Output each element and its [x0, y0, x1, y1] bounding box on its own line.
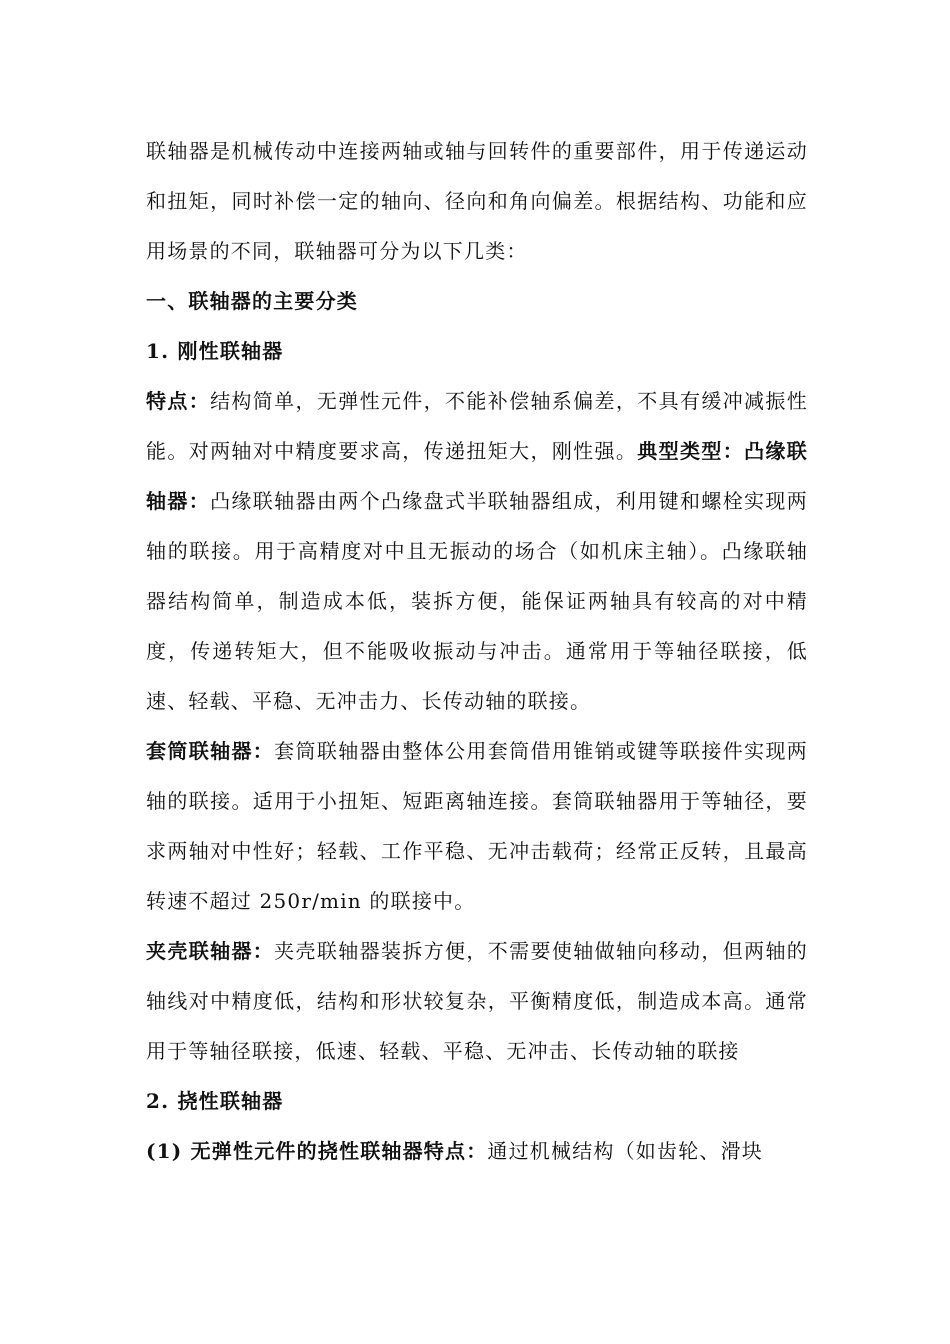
intro-paragraph: 联轴器是机械传动中连接两轴或轴与回转件的重要部件，用于传递运动和扭矩，同时补偿一定的轴向、径向和角向偏差。根据结构、功能和应用场景的不同，联轴器可分为以下几类：: [146, 139, 808, 263]
clamp-text: 夹壳联轴器装拆方便，不需要使轴做轴向移动，但两轴的轴线对中精度低，结构和形状较复杂，平衡精度低，制造成本高。通常用于等轴径联接，低速、轻载、平稳、无冲击、长传动轴的联接: [146, 939, 809, 1063]
flexible-item1-paragraph: [146, 1126, 808, 1176]
clamp-label: 夹壳联轴器：: [146, 939, 275, 963]
section-heading: 一、联轴器的主要分类: [146, 289, 358, 313]
item1-label: (1) 无弹性元件的挠性联轴器特点：: [146, 1139, 488, 1163]
subsection-heading-flexible: 2. 挠性联轴器: [146, 1089, 284, 1113]
subsection-heading-rigid: 1. 刚性联轴器: [146, 339, 284, 363]
item1-text: 通过机械结构（如齿轮、滑块: [487, 1139, 764, 1163]
sleeve-coupling-paragraph: [146, 726, 808, 926]
flange-label: 凸缘联轴器：: [146, 439, 808, 513]
features-text: 结构简单，无弹性元件，不能补偿轴系偏差，不具有缓冲减振性能。对两轴对中精度要求高，传递扭矩大，刚性强。: [146, 389, 808, 463]
features-label: 特点：: [146, 389, 211, 413]
rigid-features-paragraph: [146, 376, 808, 726]
sleeve-label: 套筒联轴器：: [146, 739, 275, 763]
sleeve-text: 套筒联轴器由整体公用套筒借用锥销或键等联接件实现两轴的联接。适用于小扭矩、短距离轴连接。套筒联轴器用于等轴径，要求两轴对中性好；轻载、工作平稳、无冲击载荷；经常正反转，且最高转速不超过 250r/min 的联接中。: [146, 739, 809, 913]
clamp-coupling-paragraph: [146, 926, 808, 1076]
document-page: [146, 126, 808, 1176]
flange-text: 凸缘联轴器由两个凸缘盘式半联轴器组成，利用键和螺栓实现两轴的联接。用于高精度对中且无振动的场合（如机床主轴）。凸缘联轴器结构简单，制造成本低，装拆方便，能保证两轴具有较高的对中精度，传递转矩大，但不能吸收振动与冲击。通常用于等轴径联接，低速、轻载、平稳、无冲击力、长传动轴的联接。: [146, 489, 808, 713]
types-label: 典型类型：: [637, 439, 745, 463]
